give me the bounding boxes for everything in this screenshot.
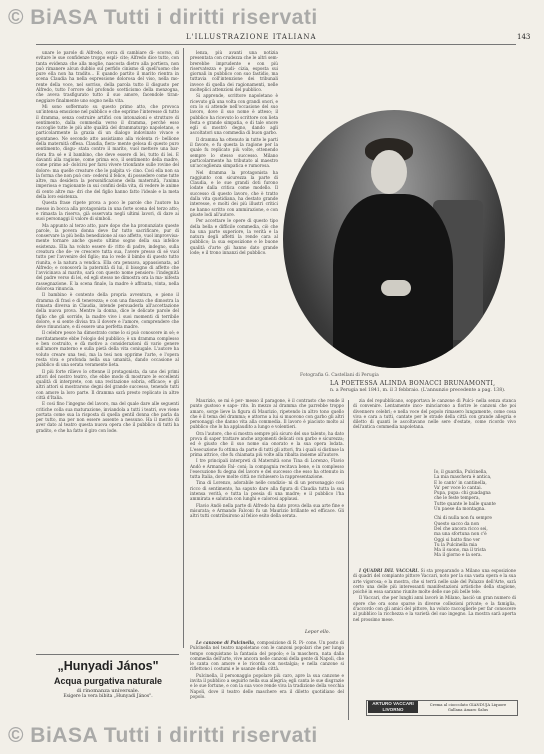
- ad-rule: [36, 654, 179, 655]
- poem-line: Chi di nulla non fu sempre: [434, 516, 492, 522]
- poem-line: Ma il suono, ma il trista: [434, 548, 486, 554]
- left-paragraph: E così fino l'ingegno del lavoro, ma del quale dare alle seguenti critiche colla sua maturazione, inviandola a tutti i teatri, ove viene portata come sua la risposta di quella gentil donna che parla da per tutto, ma per non essere assente a nessuno. Ha il merito di aver dato al teatro questa nuova opera che il pubblico di tutti ha gradito, e che ha fatto il giro con lode.: [36, 401, 179, 433]
- pulcinella-paragraph: composizione di R. Pi- cone. Un posto di Pulcinella nel teatro napoletano con le canzoni popolari che per lungo tempo conquistano la fantasia del popolo; e la maschera, nata dalla commedia dell'arte, vive ancora nelle canzoni della gente di Napoli, che le canta con amore e le ricorda con nostalgia; e nella canzone si riflettono i costumi e le usanze della città.: [190, 640, 344, 672]
- left-paragraph: Il bambino è contento della propria avventura, e pieno il dramma di frasi e di tenerezza; e con una finezza che dimostra la rimasta diversa in Claudia, intende persuaderla all'accettazione della nuova prova. Mentre la donna, dice le delicate parole del figlio che gli sorride, la madre vive i suoi momenti di terribile dolore, e si sente divisa tra il dovere e l'amore, comprendere che deve rinunciare, e di essere una perfetta madre.: [36, 292, 179, 330]
- hunyadi-ad-subtitle: Acqua purgativa naturale: [53, 676, 163, 686]
- left-column: [36, 50, 179, 646]
- right-top-column: [353, 398, 516, 468]
- hunyadi-ad-note: Esigere la vera bibita „Hunyadi János".: [63, 694, 153, 699]
- poem-line: E lo canto' in cantinella,: [434, 480, 487, 486]
- photo-credit: Fotografia G. Castellani di Perugia: [300, 373, 379, 378]
- pulcinella-paragraph: Pulcinella, il personaggio popolare più caro, apre la sua canzone e invita il pubblico a seguirlo nella sua allegria; egli canta le sue disgrazie e le sue fortune, e con la sua voce rende viva la tradizione della vecchia Napoli, dove il teatro delle maschere era il diletto quotidiano del popolo.: [190, 672, 344, 699]
- left-paragraph: unare le parole di Alfredo, cerca di cambiare di- scorso, di evitare le sue confidenze troppo espli- cite; Alfredo dice tutto, con tanta evidenza che alla moglie, nascosta dietro alla portiera, non può rimanere alcun dubbio sul perfido cinismo di quell'uomo che pure ella non ha tradito... E quando partito il marito rientra in scena Claudia ha nella espressione dolorosa del viso, nella mo- rente della voce, nel sorriso, della parola tutto il disgusto per Alfredo, tutto l'orrore del profondo scetticismo della menzogna, che aveva trasfigurato tutto il suo amore, facendole tiran- neggiare finalmente uno sogno nella vita.: [36, 50, 179, 103]
- poem-line: La mia maschera è antica,: [434, 475, 492, 481]
- column-divider-right: [348, 400, 349, 720]
- poem-line: Un paese da montagna.: [434, 507, 486, 513]
- poem-line: Del che ancora ricco sei,: [434, 526, 488, 532]
- left-paragraph: Il celebre pesce ha dimostrato come lo si può conoscere in sé; e meritatamente ebbe l'elogio del pubblico; è un dramma complesso e ben costruito, e dà motivo a considerazioni di vario genere sull'amore materno e sulla pietà della vita coniugale. L'autore ha voluto creare una tesi, ma la tesi non opprime l'arte, e l'opera resta viva e profonda nella sua umanità, dando occasione al pubblico di una serata veramente lieta.: [36, 330, 179, 368]
- hunyadi-ad-line: di rinomanza universale.: [76, 688, 140, 694]
- left-paragraph: Il più forte rilievo lo ottenne il protagonista, da uno dei primi attori del nostro teatro, che ebbe modo di mostrare le eccellenti qualità di interprete, con una recitazione sobria, efficace; e gli altri attori si mostrarono degni del grande successo, tenendo tutti con amore la loro parte. Il dramma sarà presto replicato in altre città d'Italia.: [36, 368, 179, 400]
- middle-paragraph: I tre principali interpreti di Maternità sono Tina di Lorenzo, Flavio Andò e Armando Fal- coni; la compagnia recitava bene, e in complesso l'esecuzione fu degna del lavoro e del successo che esso ha ottenuto in tutta Italia, dove molte città ne richiesero la rappresentazione.: [190, 458, 344, 480]
- poem-line: Ma il giorno e la sera.: [434, 553, 482, 559]
- photo-hands: [381, 280, 411, 296]
- middle-paragraph: Flavio Andò nella parte di Alfredo ha dato prova della sua arte fine e misurata; e Armando Falconi fu un Maurizio brillante ed efficace. Gli altri tutti contribuirono al felice esito della serata.: [190, 502, 344, 519]
- article-signature: Lepor ello.: [305, 630, 330, 635]
- page-number: 143: [517, 33, 531, 41]
- middle-paragraph: Ora l'autore, che si mostra sempre più sicuro del suo talento, ha dato prova di saper trattare anche argomenti delicati con garbo e sicurezza; ed è giusto che il suo nome sia onorato e la sua opera lodata. L'esecuzione fu ottima da parte di tutti gli attori, fra i quali si distinse la prima attrice, che fu chiamata più volte alla ribalta insieme all'autore.: [190, 430, 344, 457]
- vaccari-paragraph: Si sta preparando a Milano una esposizione di quadri del compianto pittore Vaccari, noto per la sua vasta opera e la sua arte vigorosa; e la mostra, che si terrà nelle sale del Palazzo dell'Arte, sarà certo una delle più interessanti manifestazioni artistiche della stagione, poiché in essa saranno riunite molte delle sue più belle tele.: [353, 568, 516, 595]
- pulcinella-poem: [434, 470, 496, 559]
- left-paragraph: Ma appunto al terzo atto, pare dopo che ha pronunziato queste parole, la povera donna deve far tutto sacrificare, pur di conservare la più bella benedizione al suo affetto, vuol improvvisa- mente tornare anche questo ultimo sogno della sua infelice esistenza. Ella ha voluto essere di- ritto di padre, indegno, sulla creatura che de- ve crescere tutta sua, l'avere presso di sé vuol tutto per l'avvenire del figlio; ma lo vede il bimbo di questo tutto riunita, e la natura a vendica. Ella ora pensava, appassionata, ad Alfredo; e conoscerà la paternità di lui, il bisogno di affetto che l'avvicinava al marito, sarà con questo nome pensiero: l'indegnità del padre verso di lei, ed egli stesso ne dimostra ora la ma- nifesta rassegnazione. E la scena finale, la madre è affranta, vinta, nella dolorosa rinuncia.: [36, 222, 179, 292]
- portrait-photo: [283, 110, 505, 368]
- photo-face: [371, 150, 407, 194]
- pulcinella-heading: Le canzone di Pulcinella,: [196, 640, 256, 645]
- middle-paragraph: Maurizio, se mi è per- messo il paragone, è il contrasto che rende il punto gustoso e sapo- rito. In mezzo al dramma che parrebbe troppo amaro, sorge lieve la figura di Maurizio, ripetendo in altro tono quello che è il tema del dramma; e attorno a lui si muovono con garbo gli altri personaggi che danno vita alla commedia. Il lavoro è piaciuto molto al pubblico che lo ha applaudito a lungo e volentieri.: [190, 398, 344, 430]
- poem-line: ma una sfortuna non c'è: [434, 532, 487, 538]
- middle-paragraph: Per accettare le opere di questo tipo della bella e difficile commedia, ciò che ha una parte superiore, la verità e la natura degli affetti la rende cara al pubblico; la sua esposizione e le buone qualità d'arte gli hanno dato grande lode; e il trono innanzi del pubblico.: [190, 218, 278, 255]
- watermark-bottom: © BiASA Tutti i diritti riservati: [8, 724, 318, 747]
- middle-paragraph: Tina di Lorenzo, adorabile nelle condizio- ni di un personaggio così ricco di sentimento, ha saputo dare alla figura di Claudia tutta la sua intensa verità, e tutta la poesia di una madre; e il pubblico l'ha ammirata e salutata con lunghi e calorosi applausi.: [190, 480, 344, 502]
- vaccari-heading: I QUADRI DEL VACCARI.: [359, 568, 419, 573]
- poem-line: Oggi si batto fino ver: [434, 537, 481, 543]
- header-rule: [36, 44, 516, 45]
- left-paragraph: Questa frase ripete prova a poco le parole che l'autore ha messo in bocca alla protagonista in una forte scena del terzo atto; e rimasta la riserva, già osservata negli ultimi lavori, di dare ai suoi personaggi il valore di simboli.: [36, 200, 179, 222]
- right-bottom-column: [353, 568, 516, 696]
- middle-top-column: [190, 50, 278, 370]
- vaccari-ad-name: ARTURO VACCARI LIVORNO: [368, 701, 418, 713]
- right-paragraph: zia del repubblicano, sopportava le canzone di Pulci- nella senza stanca di convenire. Lentamente inco- minciarono a fiorire le canzoni che poi divennero celebri; e nella voce del popolo rimasero lungamente, come cosa viva e cara a tutti, cantate per le strade della città con grande allegria e diletto di quanti le ascoltavano nelle sere d'estate, come ricordo vivo dell'antica commedia napoletana.: [353, 398, 516, 430]
- pulcinella-section: [190, 640, 344, 720]
- poem-line: Questo sacco da non: [434, 521, 480, 527]
- photo-caption-title: LA POETESSA ALINDA BONACCI BRUNAMONTI,: [330, 380, 496, 387]
- photo-caption-detail: n. a Perugia nel 1841, m. il 3 febbraio. (L'annunzio precedente a pag. 138).: [330, 388, 506, 393]
- vaccari-ad-text: Crema al cioccolato GIANDUJA Liquore Gallana Amaro Salus: [429, 702, 507, 712]
- poem-line: Io, il guardia, Pulcinella,: [434, 470, 488, 475]
- running-title: L'ILLUSTRAZIONE ITALIANA: [186, 33, 317, 41]
- middle-paragraph: Nel dramma la protagonista ha raggiunto con sicurezza la parte di Claudia, e le sue grandi doti furono lodate dalla critica come modello. Il successo di questo lavoro, che è tratto dalla vita quotidiana, ha destato grande interesse, e molti dei più illustri critici ne hanno scritto con ammirazione, e con giuste lodi all'autore.: [190, 169, 278, 217]
- middle-paragraph: lenza, più avanti una notizia presentata con crudezza che le altri sem- brerebbe imprudente e con più riservatezza e pudi- cizia, esposta sui giornali in pubblico con suo fastidio, ma tuttavia coll'intenzione dei tribunali invece di quella dei ragionamenti, nelle molteplici attenzioni del pubblico.: [190, 50, 278, 93]
- hunyadi-ad-title: „Hunyadi János": [57, 659, 159, 673]
- left-paragraph: Mi sono soffermato su questo primo atto, che provoca un'intensa emozione nel pubblico e che esprime l'interesse di tutto il dramma, senza costruire artifici con intonazioni e strutture di sentimento, dalla commedia verso il dramma, perché esso raccoglie tutte le più alte qualità del drammaturgo napoletano, e particolarmente la grazia di un dialogo indovinato vivace e spontaneo. Ne secondo atto assistiamo alla violenta ri- bellione della maternità offesa. Claudia, fiera- mente gelosa di questo puro sentimento, disgu- stata contro il marito, vuol mettere una bar- riera fra sé e il bambino, che deve essere di lei, tutto di lei. E davanti alla ragione, come prima eco, il sentimento della madre, come primo ad- dolcirsi per farsi vivere trionfante sulle rovine del dolore: ma quelle creature che le palpita vi- cino. Così ella non sa la forma che non può con- cedersi il felice, di possedere come tutte altre, ma desidera la personificazione della maternità, l'anima imperiosa e ragionante in sui confini della vita, di vedere le anime di cento altre ma- dri che del figlio hanno fatto l'ideale e la meta della loro esistenza.: [36, 103, 179, 200]
- poem-line: Pupa, pupa: chi guadagna: [434, 491, 491, 497]
- watermark-top: © BiASA Tutti i diritti riservati: [8, 6, 318, 29]
- poem-line: Va' per voce lo cantai.: [434, 485, 482, 491]
- middle-paragraph: Si apprende, scrittore napoletano è ricevuto già una volta con grandi onori, e ora lo si attende nell'occasione del suo lavoro, dove il suo nome è atteso; il pubblico ha ricevuto lo scrittore con lieta festa e grande simpatia, e di tale onore egli si mostrò degno, dando agli ascoltatori una commedia di buon garbo.: [190, 93, 278, 136]
- poem-line: che le feste tempera,: [434, 496, 480, 502]
- middle-paragraph: Il dramma ha ottenuto in tutte le parti il favore, e fu questa la ragione per la quale fu replicato più volte, ottenendo sempre lo stesso successo. Milano particolarmente ha tributato al maestro un'accoglienza simpatica e rumorosa.: [190, 136, 278, 169]
- middle-bottom-column: [190, 398, 344, 628]
- vaccari-paragraph: Il Vaccari, che per lunghi anni lavorò in Milano, lasciò un gran numero di opere che ora sono sparse in diverse collezioni private; e la famiglia, d'accordo con gli amici del pittore, ha voluto raccoglierle per far conoscere al pubblico la ricchezza e la varietà del suo ingegno. La mostra sarà aperta nel prossimo mese.: [353, 595, 516, 622]
- poem-line: Tutte quante le balle quante: [434, 501, 496, 507]
- poem-line: Tu la Pulcinella mia: [434, 542, 478, 548]
- column-divider-left: [183, 48, 184, 648]
